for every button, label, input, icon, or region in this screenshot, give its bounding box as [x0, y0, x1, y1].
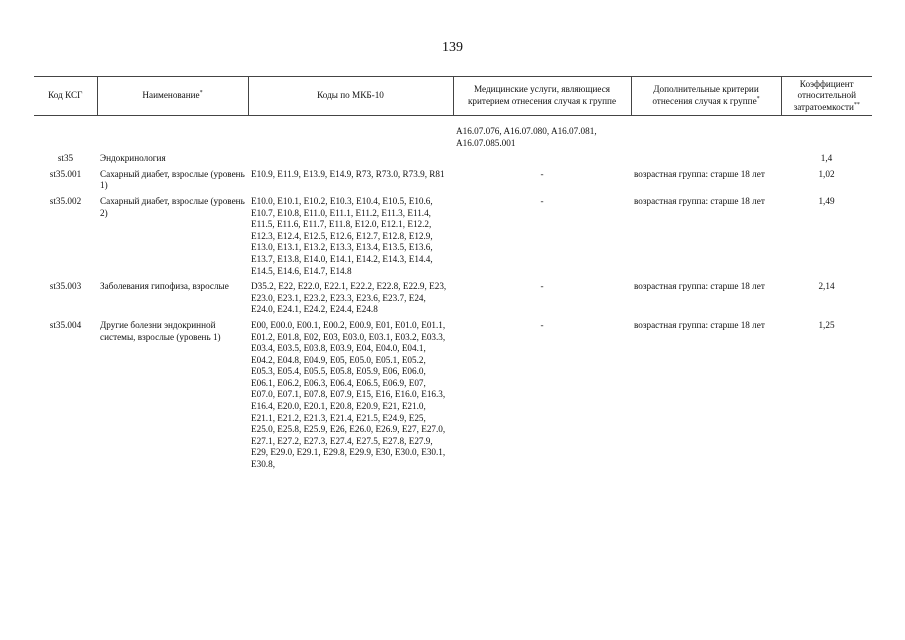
table-header-row: [34, 77, 872, 116]
ksg-table: [34, 76, 872, 475]
row-criteria: возрастная группа: старше 18 лет: [634, 195, 765, 206]
header-criteria: Дополнительные критерии отнесения случая к группе*: [631, 77, 781, 116]
table-row: [34, 196, 872, 281]
table-row: [34, 169, 872, 196]
row-services: -: [540, 319, 544, 330]
header-coef: Коэффициент относительной затратоемкости**: [781, 77, 872, 116]
row-coef: 1,02: [818, 168, 835, 179]
row-services: -: [540, 195, 544, 206]
row-code: st35.002: [49, 195, 82, 206]
row-services: -: [540, 281, 544, 292]
row-mkb: [248, 153, 453, 169]
table-row: [34, 281, 872, 320]
table-row: [34, 320, 872, 475]
row-code: st35: [57, 153, 74, 164]
row-criteria: [631, 153, 781, 169]
row-services: [453, 153, 631, 169]
continuation-services: A16.07.076, A16.07.080, A16.07.081, A16.07.085.001: [456, 126, 597, 148]
row-name: Сахарный диабет, взрослые (уровень 1): [100, 168, 245, 191]
row-coef: 2,14: [818, 281, 835, 292]
row-mkb: D35.2, E22, E22.0, E22.1, E22.2, E22.8, E22.9, E23, E23.0, E23.1, E23.2, E23.3, E23.6, E23.7, E24, E24.0, E24.1, E24.2, E24.4, E24.8: [251, 281, 447, 315]
row-code: st35.004: [49, 319, 82, 330]
table-row: [34, 153, 872, 169]
row-criteria: возрастная группа: старше 18 лет: [634, 281, 765, 292]
row-name: Другие болезни эндокринной системы, взрослые (уровень 1): [100, 319, 221, 342]
row-code: st35.001: [49, 168, 82, 179]
row-coef: 1,49: [818, 195, 835, 206]
row-name: Эндокринология: [100, 153, 166, 164]
header-code: Код КСГ: [34, 77, 97, 116]
row-mkb: E10.9, E11.9, E13.9, E14.9, R73, R73.0, R73.9, R81: [251, 168, 445, 179]
continuation-row: [34, 126, 872, 153]
header-name: Наименование*: [97, 77, 248, 116]
row-mkb: E00, E00.0, E00.1, E00.2, E00.9, E01, E01.0, E01.1, E01.2, E01.8, E02, E03, E03.0, E03.1, E03.2, E03.3, E03.4, E03.5, E03.8, E03.9, E04, E04.0, E04.1, E04.2, E04.8, E04.9, E05, E05.0, E05.1, E05.2, E05.3, E05.4, E05.5, E05.8, E05.9, E06, E06.0, E06.1, E06.2, E06.3, E06.4, E06.5, E06.9, E07, E07.0, E07.1, E07.8, E07.9, E15, E16, E16.0, E16.3, E16.4, E20.0, E20.1, E20.8, E20.9, E21, E21.0, E21.1, E21.2, E21.3, E21.4, E21.5, E24.9, E25, E25.0, E25.8, E25.9, E26, E26.0, E26.9, E27, E27.0, E27.1, E27.2, E27.3, E27.4, E27.5, E27.8, E27.9, E29, E29.0, E29.1, E29.8, E29.9, E30, E30.0, E30.1, E30.8,: [251, 319, 446, 470]
row-name: Заболевания гипофиза, взрослые: [100, 281, 229, 292]
row-code: st35.003: [49, 281, 82, 292]
row-coef: 1,25: [818, 319, 835, 330]
row-name: Сахарный диабет, взрослые (уровень 2): [100, 195, 245, 218]
row-criteria: возрастная группа: старше 18 лет: [634, 319, 765, 330]
header-services: Медицинские услуги, являющиеся критерием отнесения случая к группе: [453, 77, 631, 116]
row-coef: 1,4: [820, 153, 833, 164]
row-services: -: [540, 168, 544, 179]
header-mkb: Коды по МКБ-10: [248, 77, 453, 116]
row-mkb: E10.0, E10.1, E10.2, E10.3, E10.4, E10.5, E10.6, E10.7, E10.8, E11.0, E11.1, E11.2, E11.3, E11.4, E11.5, E11.6, E11.7, E11.8, E12.0, E12.1, E12.2, E12.3, E12.4, E12.5, E12.6, E12.7, E12.8, E12.9, E13.0, E13.1, E13.2, E13.3, E13.4, E13.5, E13.6, E13.7, E13.8, E14.0, E14.1, E14.2, E14.3, E14.4, E14.5, E14.6, E14.7, E14.8: [251, 195, 433, 276]
page-number: 139: [442, 40, 463, 55]
row-criteria: возрастная группа: старше 18 лет: [634, 168, 765, 179]
